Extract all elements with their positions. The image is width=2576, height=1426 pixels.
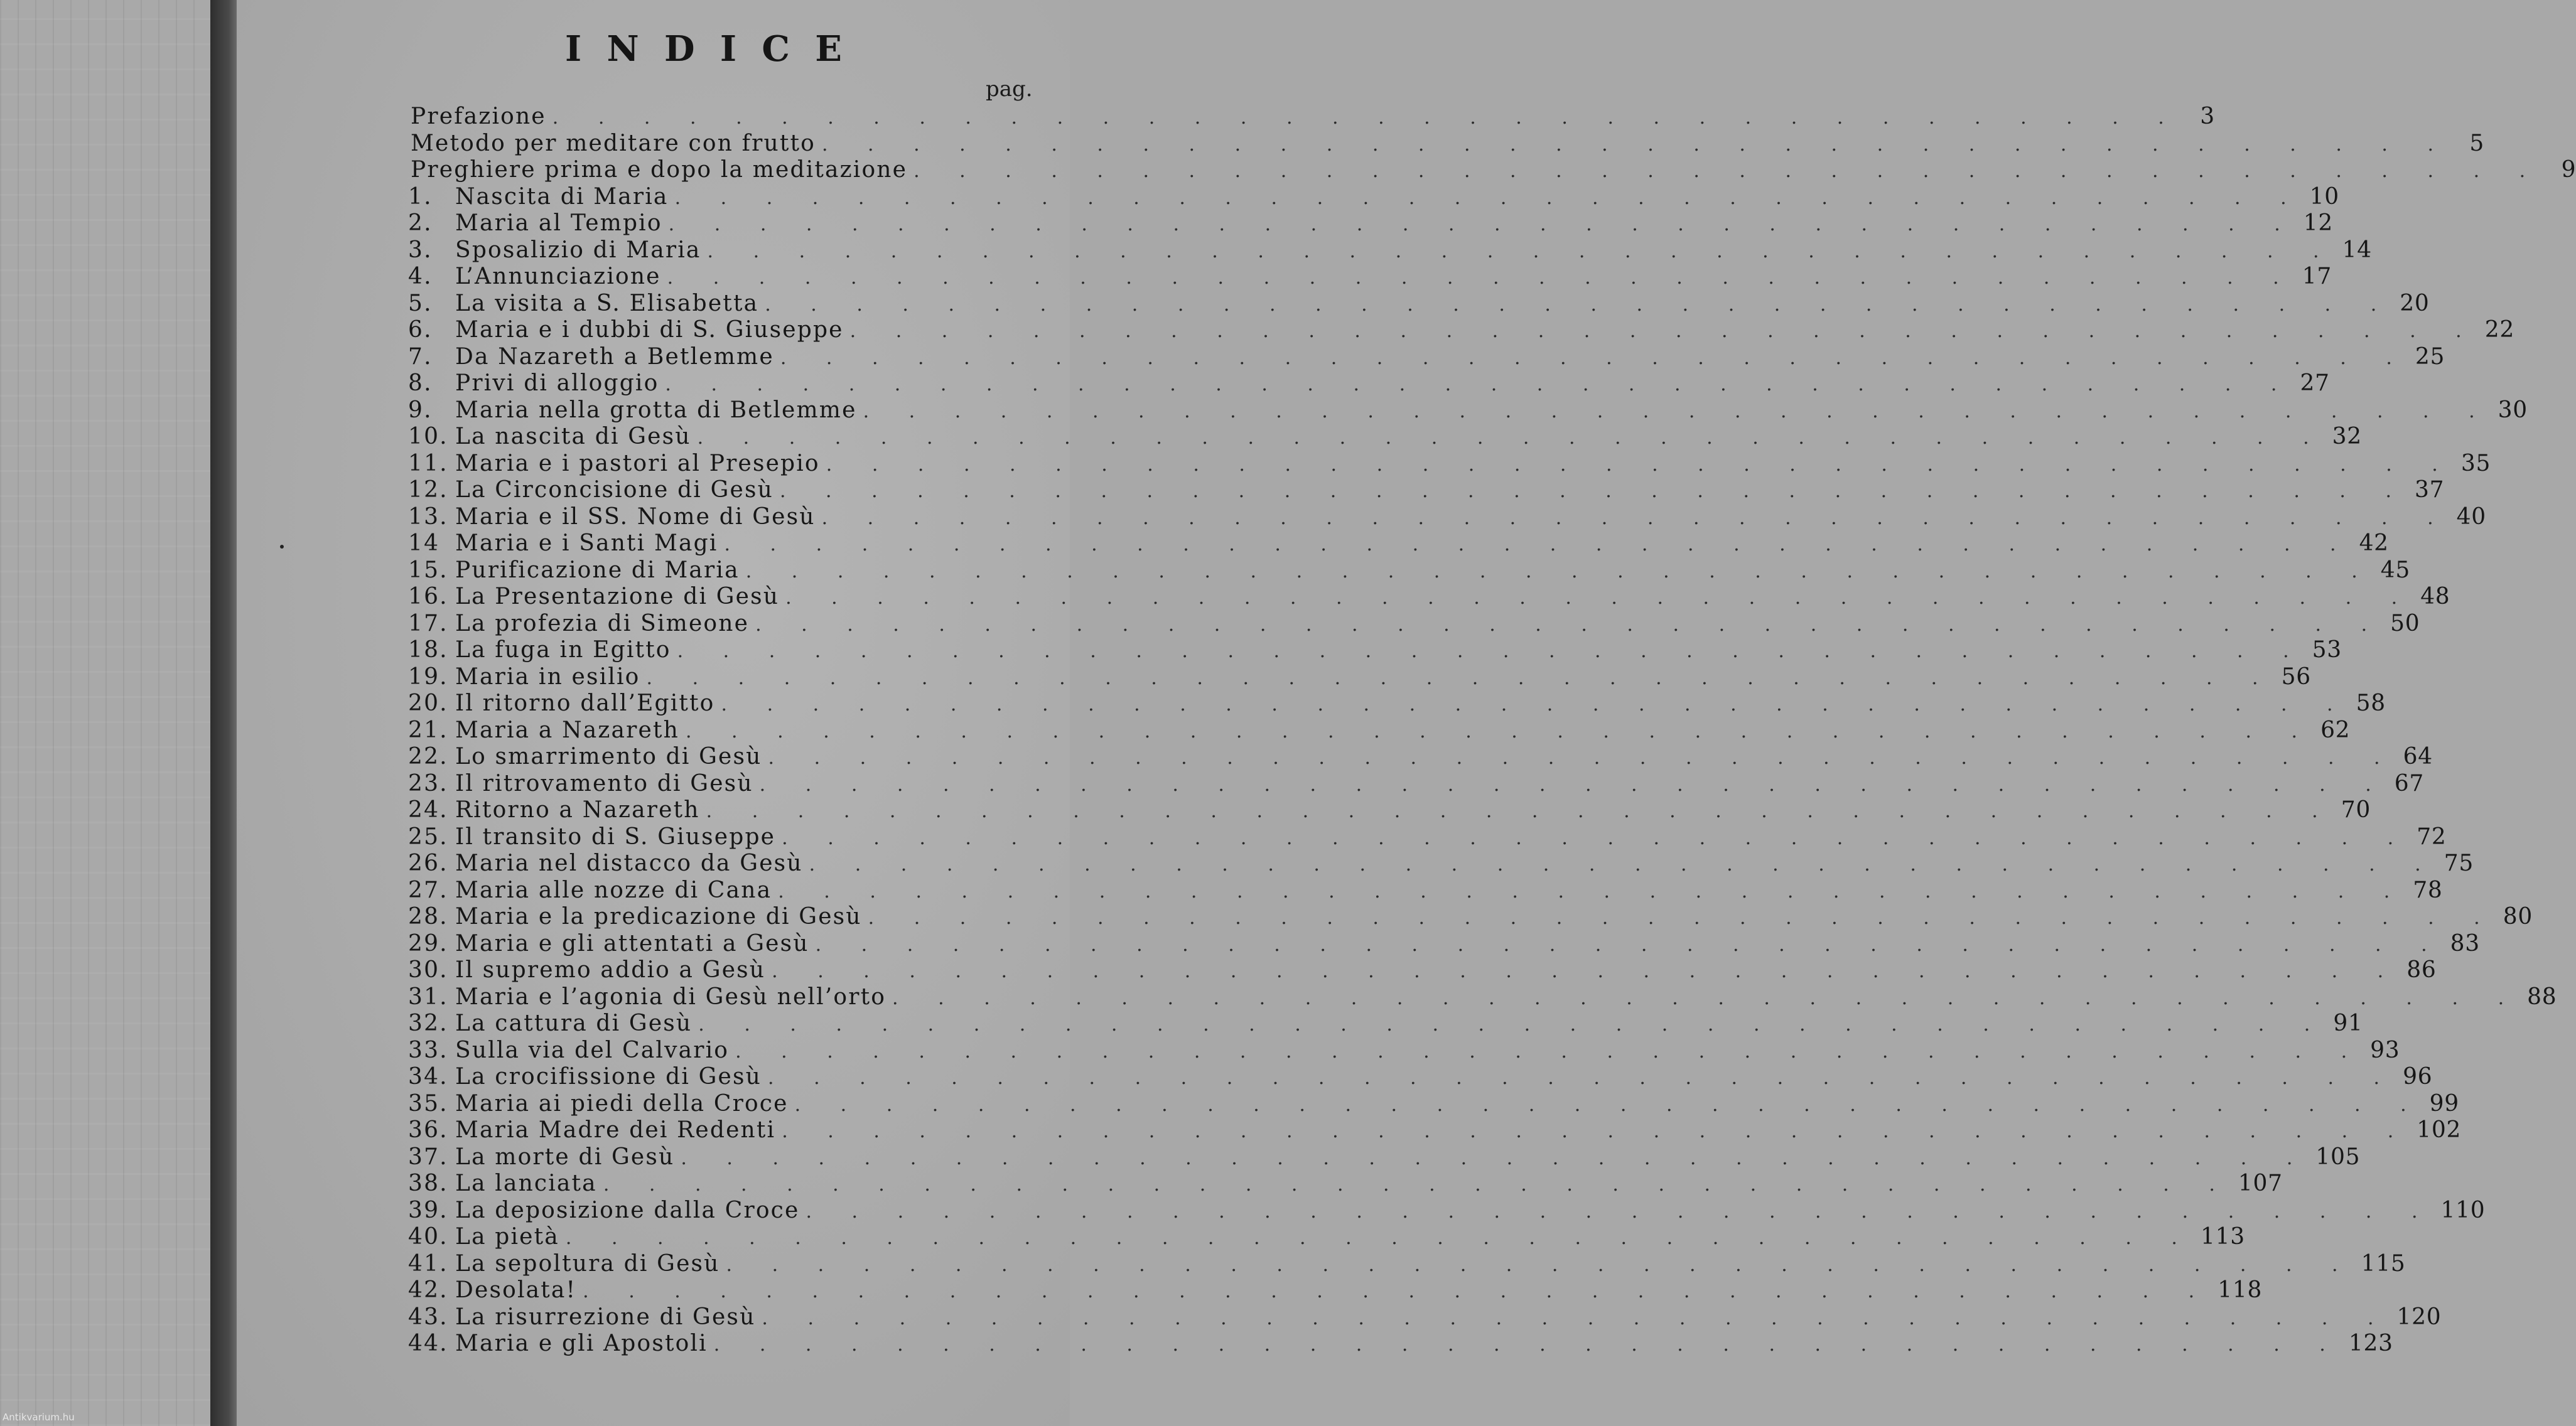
dot-leader (721, 694, 2350, 716)
toc-entry-title: Ritorno a Nazareth (455, 797, 700, 823)
dot-leader (868, 907, 2497, 929)
toc-entry-number: 33. (408, 1037, 448, 1063)
toc-entry-number: 31. (408, 984, 448, 1010)
dot-leader (765, 294, 2393, 316)
toc-entry-title: Metodo per meditare con frutto (411, 130, 816, 156)
toc-entry (408, 343, 2445, 371)
dot-leader (603, 1174, 2232, 1196)
toc-entry (408, 1304, 2442, 1331)
dot-leader (677, 640, 2306, 662)
dot-leader (746, 560, 2374, 582)
page-title: INDICE (565, 28, 868, 70)
dot-leader (566, 1227, 2194, 1249)
toc-entry-page: 102 (2417, 1117, 2462, 1143)
toc-entry (408, 397, 2528, 424)
toc-entry-title: Maria al Tempio (455, 210, 662, 236)
dot-leader (698, 427, 2326, 449)
toc-entry (408, 210, 2333, 237)
dot-leader (681, 1147, 2309, 1169)
toc-entry-title: Sposalizio di Maria (455, 237, 701, 263)
toc-entry-page: 22 (2484, 317, 2514, 343)
dot-leader (686, 721, 2314, 742)
toc-entry (408, 450, 2491, 478)
toc-entry (408, 477, 2445, 504)
toc-entry-number: 10. (408, 424, 448, 449)
toc-entry-title: Maria e gli attentati a Gesù (455, 930, 809, 957)
toc-entry-page: 58 (2356, 690, 2386, 716)
dot-leader (795, 1094, 2423, 1116)
toc-entry-number: 27. (408, 877, 448, 903)
toc-entry-page: 48 (2420, 584, 2450, 609)
dot-leader (726, 1254, 2355, 1276)
toc-entry-number: 4. (408, 264, 433, 289)
toc-entry-number: 32. (408, 1011, 448, 1036)
toc-entry-page: 75 (2444, 850, 2474, 876)
toc-entry-title: La pietà (455, 1224, 559, 1250)
toc-entry-number: 25. (408, 823, 448, 850)
dot-leader (583, 1280, 2211, 1302)
toc-entry-number: 11. (408, 450, 448, 476)
book-spine (210, 0, 237, 1426)
toc-entry-title: La Presentazione di Gesù (455, 584, 780, 609)
toc-entry-title: Maria ai piedi della Croce (455, 1090, 789, 1117)
dot-leader (667, 267, 2296, 289)
toc-entry-page: 50 (2390, 610, 2420, 636)
toc-entry-number: 20. (408, 690, 448, 716)
toc-entry-page: 37 (2415, 477, 2445, 503)
toc-entry-number: 1. (408, 183, 433, 210)
dot-leader (760, 774, 2388, 796)
toc-entry (408, 1011, 2363, 1037)
toc-front-entry (408, 104, 2215, 131)
toc-entry-page: 80 (2503, 904, 2533, 930)
dot-leader (669, 213, 2297, 235)
dot-leader (724, 533, 2352, 555)
toc-entry-number: 43. (408, 1304, 448, 1330)
toc-entry-number: 19. (408, 663, 448, 690)
toc-entry (408, 850, 2474, 877)
toc-entry-title: La sepoltura di Gesù (455, 1250, 720, 1277)
dot-leader (647, 667, 2275, 689)
toc-entry-number: 9. (408, 397, 433, 423)
dot-leader (762, 1307, 2390, 1329)
toc-entry-title: Privi di alloggio (455, 370, 659, 396)
toc-entry-page: 83 (2450, 930, 2480, 957)
toc-entry-page: 25 (2415, 343, 2445, 370)
toc-entry-page: 32 (2332, 424, 2362, 449)
toc-entry-title: Desolata! (455, 1277, 577, 1303)
toc-entry (408, 957, 2437, 984)
toc-entry (408, 264, 2332, 291)
toc-entry-number: 17. (408, 610, 448, 636)
dot-leader (913, 160, 2542, 182)
dot-leader (892, 987, 2521, 1009)
toc-entry (408, 904, 2533, 931)
dot-leader (768, 747, 2397, 769)
toc-entry (408, 637, 2342, 664)
toc-entry-page: 118 (2218, 1277, 2263, 1303)
toc-entry-number: 29. (408, 930, 448, 957)
dot-leader (863, 400, 2492, 422)
toc-entry-page: 91 (2333, 1011, 2363, 1036)
toc-entry-number: 18. (408, 637, 448, 663)
toc-entry-title: La risurrezione di Gesù (455, 1304, 756, 1330)
dot-leader (675, 187, 2304, 209)
toc-entry (408, 530, 2389, 557)
toc-entry-page: 110 (2440, 1197, 2486, 1223)
toc-entry-page: 93 (2370, 1037, 2400, 1063)
toc-entry-title: La profezia di Simeone (455, 610, 750, 636)
toc-entry-number: 39. (408, 1197, 448, 1223)
toc-entry (408, 290, 2430, 318)
toc-entry-number: 38. (408, 1171, 448, 1196)
toc-entry-number: 6. (408, 317, 433, 343)
toc-entry-title: Il ritrovamento di Gesù (455, 770, 753, 796)
toc-entry-number: 34. (408, 1064, 448, 1090)
dot-leader (778, 881, 2406, 903)
dot-leader (768, 1067, 2396, 1089)
dot-leader (735, 1041, 2364, 1063)
left-page (0, 0, 210, 1426)
dot-leader (822, 507, 2450, 529)
toc-entry-title: Preghiere prima e dopo la meditazione (411, 157, 908, 183)
toc-entry (408, 503, 2486, 531)
toc-entry (408, 317, 2514, 344)
toc-entry-title: Maria e la predicazione di Gesù (455, 904, 862, 930)
toc-entry-page: 86 (2406, 957, 2437, 983)
toc-entry (408, 770, 2424, 798)
toc-entry-title: Da Nazareth a Betlemme (455, 343, 774, 370)
toc-entry-number: 13. (408, 503, 448, 530)
toc-entry (408, 237, 2372, 264)
toc-entry-number: 22. (408, 744, 448, 769)
toc-entry (408, 717, 2351, 744)
toc-entry-title: La visita a S. Elisabetta (455, 290, 759, 316)
toc-entry-title: Maria nella grotta di Betlemme (455, 397, 857, 423)
toc-entry-page: 10 (2309, 183, 2339, 210)
toc-entry-number: 5. (408, 290, 433, 316)
toc-entry-title: Maria e gli Apostoli (455, 1331, 708, 1356)
toc-entry (408, 1277, 2263, 1304)
dot-leader (806, 1201, 2434, 1223)
toc-entry (408, 744, 2433, 771)
toc-entry-page: 96 (2403, 1064, 2433, 1090)
toc-entry-title: La crocifissione di Gesù (455, 1064, 762, 1090)
dot-leader (755, 614, 2384, 636)
toc-entry-page: 56 (2281, 663, 2311, 690)
toc-entry-title: Maria e il SS. Nome di Gesù (455, 503, 816, 530)
toc-entry-number: 26. (408, 850, 448, 876)
toc-entry-number: 15. (408, 557, 448, 583)
ink-speck (280, 545, 284, 549)
toc-entry-number: 37. (408, 1144, 448, 1170)
dot-leader (714, 1334, 2342, 1356)
toc-entry-number: 35. (408, 1090, 448, 1117)
toc-entry (408, 1117, 2462, 1144)
dot-leader (782, 1120, 2410, 1142)
toc-entry-number: 14 (408, 530, 440, 556)
toc-entry-title: La morte di Gesù (455, 1144, 675, 1170)
toc-entry (408, 1331, 2393, 1358)
toc-entry-title: Prefazione (411, 104, 546, 129)
toc-entry (408, 610, 2420, 638)
toc-entry-page: 123 (2348, 1331, 2393, 1356)
toc-entry-page: 27 (2300, 370, 2330, 396)
toc-entry-page: 72 (2417, 823, 2447, 850)
toc-entry (408, 1037, 2400, 1064)
toc-entry-title: Maria nel distacco da Gesù (455, 850, 803, 876)
toc-entry-page: 9 (2561, 157, 2576, 183)
toc-entry-number: 30. (408, 957, 448, 983)
toc-entry (408, 1064, 2433, 1091)
dot-leader (782, 827, 2410, 849)
toc-entry-title: Il supremo addio a Gesù (455, 957, 766, 983)
toc-entry-title: L’Annunciazione (455, 264, 661, 289)
toc-entry-title: Nascita di Maria (455, 183, 669, 210)
toc-entry-page: 53 (2312, 637, 2342, 663)
toc-entry (408, 1250, 2406, 1278)
toc-entry-title: Il transito di S. Giuseppe (455, 823, 776, 850)
dot-leader (816, 934, 2444, 956)
toc-entry (408, 370, 2330, 397)
toc-entry-title: Maria e i dubbi di S. Giuseppe (455, 317, 844, 343)
toc-entry-page: 78 (2413, 877, 2443, 903)
toc-front-entry (408, 130, 2485, 158)
toc-entry-page: 70 (2341, 797, 2371, 823)
toc-entry-title: La nascita di Gesù (455, 424, 691, 449)
toc-entry-page: 35 (2460, 450, 2491, 476)
toc-front-entry (408, 157, 2576, 184)
toc-entry-number: 12. (408, 477, 448, 503)
dot-leader (708, 240, 2336, 262)
toc-entry-page: 105 (2315, 1144, 2361, 1170)
toc-entry-page: 3 (2200, 104, 2215, 129)
toc-entry-page: 40 (2456, 503, 2486, 530)
dot-leader (552, 107, 2181, 129)
dot-leader (785, 587, 2414, 609)
toc-entry-page: 88 (2527, 984, 2557, 1010)
toc-entry-page: 115 (2361, 1250, 2406, 1277)
toc-entry-page: 5 (2469, 130, 2485, 156)
toc-entry-page: 120 (2396, 1304, 2442, 1330)
toc-entry-page: 64 (2403, 744, 2433, 769)
toc-entry-title: Maria e i pastori al Presepio (455, 450, 820, 476)
dot-leader (822, 134, 2450, 156)
toc-entry-page: 107 (2238, 1171, 2283, 1196)
toc-entry (408, 1090, 2459, 1118)
toc-entry-number: 7. (408, 343, 433, 370)
toc-entry (408, 424, 2362, 451)
toc-entry-title: Sulla via del Calvario (455, 1037, 730, 1063)
toc-entry-number: 44. (408, 1331, 448, 1356)
toc-entry-title: Maria e i Santi Magi (455, 530, 718, 556)
toc-entry-title: Lo smarrimento di Gesù (455, 744, 762, 769)
toc-entry-title: La lanciata (455, 1171, 597, 1196)
toc-entry-page: 45 (2380, 557, 2411, 583)
toc-entry-number: 3. (408, 237, 433, 263)
toc-entry-page: 67 (2394, 770, 2424, 796)
toc-entry-page: 30 (2498, 397, 2528, 423)
toc-entry (408, 797, 2371, 824)
toc-entry (408, 584, 2450, 611)
toc-entry (408, 183, 2339, 211)
toc-entry-title: La deposizione dalla Croce (455, 1197, 800, 1223)
watermark: Antikvarium.hu (3, 1412, 75, 1423)
dot-leader (780, 347, 2409, 369)
toc-entry-title: Maria a Nazareth (455, 717, 679, 743)
dot-leader (850, 320, 2479, 342)
toc-entry (408, 823, 2447, 851)
toc-entry-number: 8. (408, 370, 433, 396)
toc-entry (408, 984, 2557, 1011)
toc-entry (408, 930, 2480, 958)
toc-entry (408, 690, 2386, 717)
toc-entry-title: La cattura di Gesù (455, 1011, 693, 1036)
toc-entry-page: 113 (2200, 1224, 2245, 1250)
toc-entry-number: 23. (408, 770, 448, 796)
toc-entry-number: 41. (408, 1250, 448, 1277)
page-column-label: pag. (986, 77, 1033, 102)
toc-entry-number: 42. (408, 1277, 448, 1303)
toc-entry-title: Maria e l’agonia di Gesù nell’orto (455, 984, 887, 1010)
toc-entry-number: 28. (408, 904, 448, 930)
dot-leader (772, 960, 2400, 982)
toc-entry-page: 42 (2359, 530, 2389, 556)
dot-leader (826, 454, 2455, 476)
toc-entry-page: 62 (2320, 717, 2351, 743)
toc-entry-page: 99 (2429, 1090, 2459, 1117)
toc-entry-page: 17 (2302, 264, 2332, 289)
toc-entry-title: Il ritorno dall’Egitto (455, 690, 715, 716)
toc-entry-number: 40. (408, 1224, 448, 1250)
table-of-contents (408, 104, 2576, 1358)
toc-entry-number: 36. (408, 1117, 448, 1143)
toc-entry-title: Maria Madre dei Redenti (455, 1117, 776, 1143)
dot-leader (780, 480, 2408, 502)
toc-entry (408, 1144, 2361, 1171)
dot-leader (698, 1014, 2327, 1036)
toc-entry-number: 21. (408, 717, 448, 743)
dot-leader (809, 854, 2438, 876)
toc-entry-title: La fuga in Egitto (455, 637, 671, 663)
toc-entry (408, 663, 2311, 691)
toc-entry (408, 1224, 2245, 1251)
toc-entry-title: Maria alle nozze di Cana (455, 877, 772, 903)
toc-entry-number: 24. (408, 797, 448, 823)
toc-entry-number: 2. (408, 210, 433, 236)
dot-leader (706, 800, 2335, 822)
dot-leader (665, 373, 2293, 395)
toc-entry (408, 557, 2411, 584)
toc-entry (408, 1197, 2486, 1225)
toc-entry (408, 1171, 2283, 1198)
toc-entry-title: Maria in esilio (455, 663, 640, 690)
toc-entry-page: 12 (2303, 210, 2333, 236)
toc-entry (408, 877, 2443, 904)
toc-entry-page: 14 (2342, 237, 2372, 263)
toc-entry-title: La Circoncisione di Gesù (455, 477, 773, 503)
toc-entry-title: Purificazione di Maria (455, 557, 740, 583)
toc-entry-page: 20 (2400, 290, 2430, 316)
toc-entry-number: 16. (408, 584, 448, 609)
